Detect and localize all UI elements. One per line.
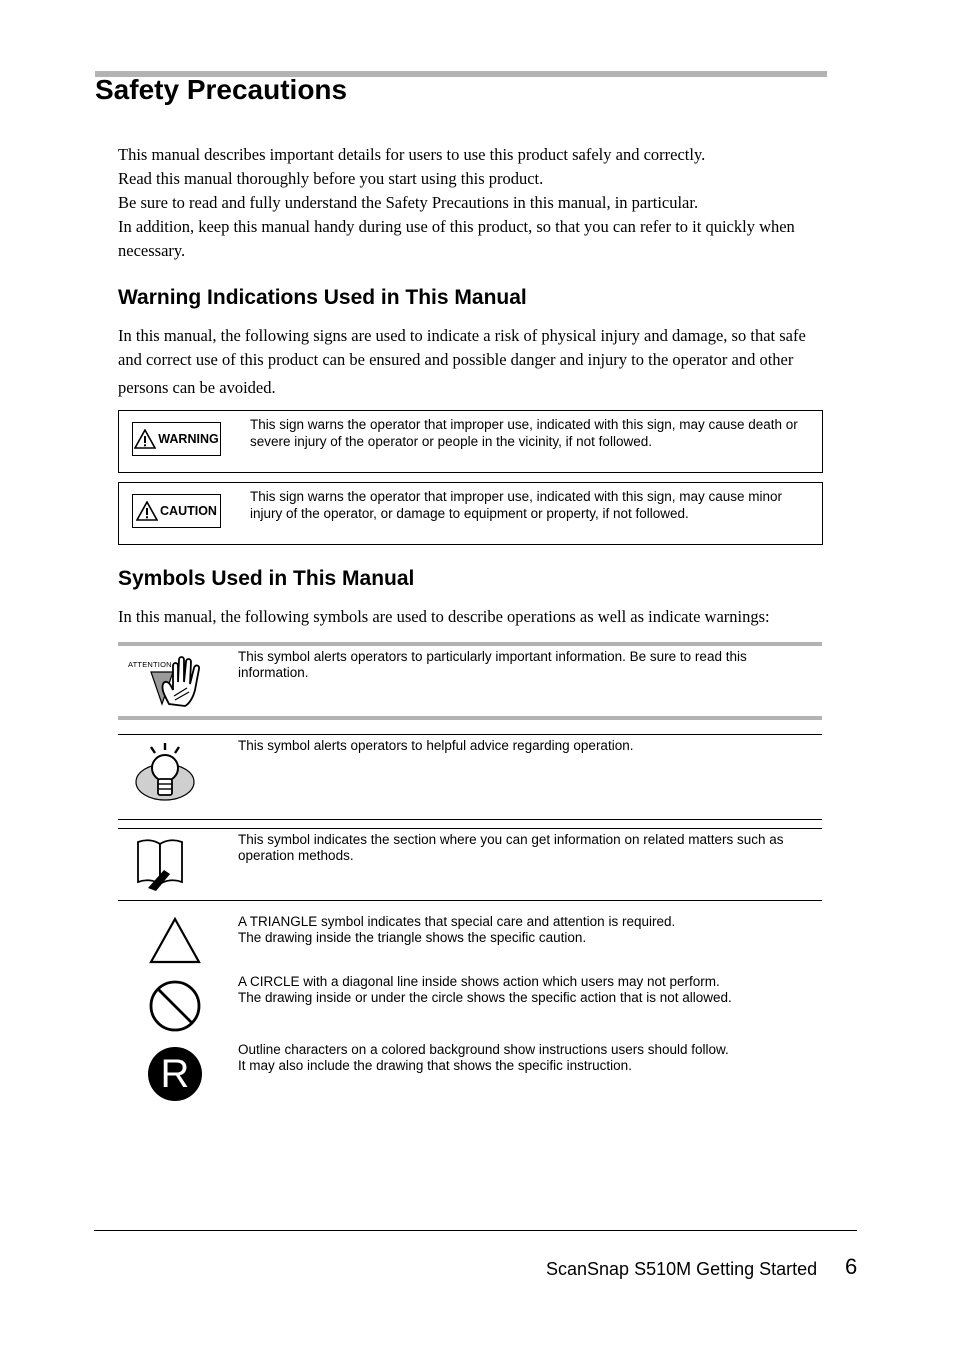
symbol-text-line: A CIRCLE with a diagonal line inside shows action which users may not perform.: [238, 974, 720, 989]
caution-sign: [132, 494, 221, 528]
prohibition-text: [238, 974, 732, 1006]
footer-rule: [94, 1230, 857, 1231]
attention-top-rule: [118, 642, 822, 646]
instruction-r-icon: [148, 1047, 202, 1101]
symbol-text-line: It may also include the drawing that shows the specific instruction.: [238, 1058, 632, 1073]
warning-sign-text: This sign warns the operator that improper use, indicated with this sign, may cause death or severe injury of the operator or people in the vicinity, if not followed.: [250, 417, 798, 449]
warning-section-heading: Warning Indications Used in This Manual: [118, 286, 527, 309]
instruction-text: [238, 1042, 729, 1074]
intro-line: In addition, keep this manual handy during use of this product, so that you can refer to it quickly when: [118, 217, 795, 236]
symbol-text-line: This symbol alerts operators to particularly important information. Be sure to read this: [238, 649, 747, 664]
symbol-text-line: The drawing inside the triangle shows the specific caution.: [238, 930, 587, 945]
intro-line: This manual describes important details for users to use this product safely and correctly.: [118, 145, 706, 164]
symbols-section-body: In this manual, the following symbols are used to describe operations as well as indicate warnings:: [118, 607, 770, 626]
body-line: In this manual, the following signs are used to indicate a risk of physical injury and damage, so that safe: [118, 326, 806, 345]
attention-text: [238, 649, 747, 681]
page-title: Safety Precautions: [95, 74, 348, 105]
body-line: and correct use of this product can be ensured and possible danger and injury to the operator and other: [118, 350, 794, 369]
symbol-text-line: The drawing inside or under the circle shows the specific action that is not allowed.: [238, 990, 732, 1005]
triangle-icon: [148, 916, 202, 964]
warning-sign: [132, 422, 221, 456]
body-line: persons can be avoided.: [118, 378, 276, 397]
intro-paragraph: [118, 143, 795, 263]
intro-line: necessary.: [118, 241, 186, 260]
symbol-text-line: operation methods.: [238, 848, 354, 863]
triangle-text: [238, 914, 675, 946]
symbol-text-line: This symbol alerts operators to helpful advice regarding operation.: [238, 738, 634, 753]
attention-label: ATTENTION: [128, 660, 172, 669]
hint-lightbulb-icon: [134, 742, 198, 804]
hint-bottom-rule: [118, 819, 822, 820]
symbols-section-heading: Symbols Used in This Manual: [118, 567, 415, 590]
symbol-text-line: A TRIANGLE symbol indicates that special care and attention is required.: [238, 914, 676, 929]
page-number: 6: [845, 1254, 858, 1279]
warning-triangle-icon: [134, 429, 156, 449]
footer-title: ScanSnap S510M Getting Started: [546, 1259, 818, 1279]
caution-sign-text: This sign warns the operator that improper use, indicated with this sign, may cause minor injury of the operator, or damage to equipment or property, if not followed.: [250, 489, 782, 521]
symbol-text-line: Outline characters on a colored background show instructions users should follow.: [238, 1042, 729, 1057]
prohibition-circle-icon: [148, 979, 202, 1033]
hint-text: [238, 738, 633, 754]
attention-hand-icon: [147, 652, 211, 708]
caution-triangle-icon: [136, 501, 158, 521]
reference-text: [238, 832, 784, 864]
reference-top-rule: [118, 828, 822, 829]
symbol-text-line: This symbol indicates the section where you can get information on related matters such as: [238, 832, 784, 847]
attention-symbol: [127, 650, 215, 708]
intro-line: Read this manual thoroughly before you start using this product.: [118, 169, 544, 188]
reference-bottom-rule: [118, 900, 822, 901]
hint-top-rule: [118, 734, 822, 735]
instruction-r-letter: R: [160, 1052, 190, 1096]
intro-line: Be sure to read and fully understand the Safety Precautions in this manual, in particular.: [118, 193, 699, 212]
attention-bottom-rule: [118, 716, 822, 720]
caution-sign-box: [118, 482, 823, 545]
caution-sign-label: CAUTION: [160, 504, 217, 518]
warning-sign-label: WARNING: [158, 432, 219, 446]
symbol-text-line: information.: [238, 665, 309, 680]
warning-section-body: [118, 324, 806, 400]
reference-book-icon: [134, 836, 186, 892]
warning-sign-box: [118, 410, 823, 473]
